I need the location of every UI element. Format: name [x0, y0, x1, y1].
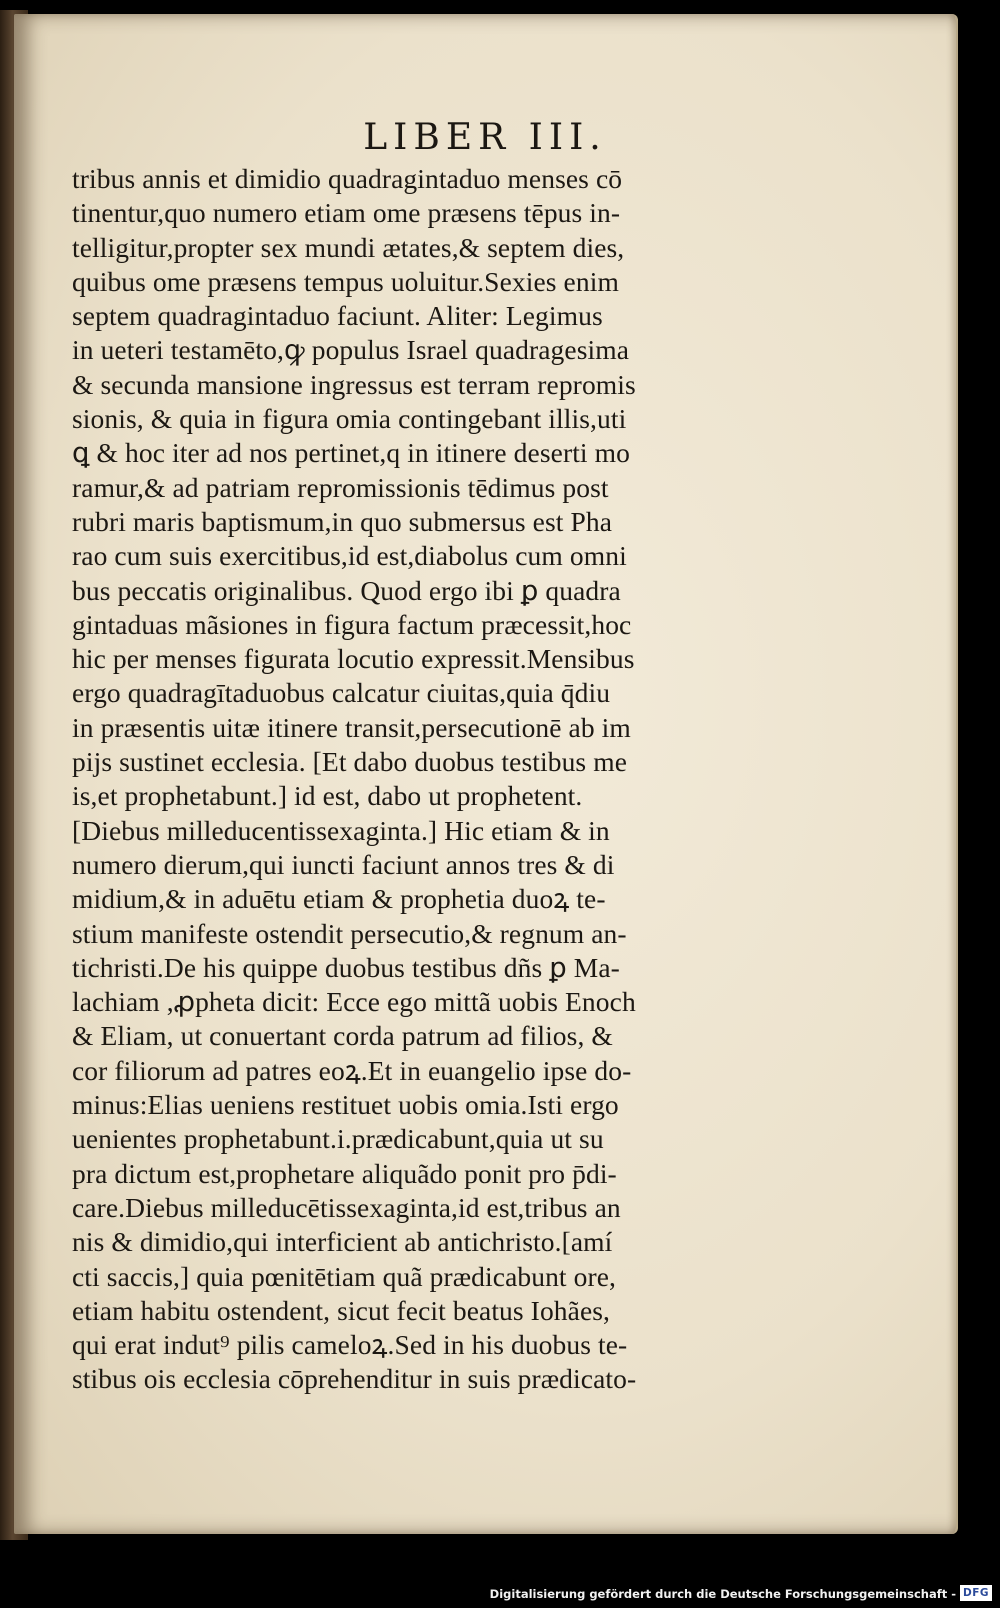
dfg-logo: DFG — [960, 1585, 992, 1601]
text-line: pra dictum est,prophetare aliquãdo ponit pro p̄di- — [72, 1157, 617, 1189]
text-line: septem quadragintaduo faciunt. Aliter: Legimus — [72, 300, 603, 332]
text-line: minus:Elias ueniens restituet uobis omia.Isti ergo — [72, 1089, 619, 1121]
text-line: midium,& in aduētu etiam & prophetia duoꝝ te- — [72, 883, 606, 915]
text-line: qui erat indut⁹ pilis cameloꝝ.Sed in his duobus te- — [72, 1329, 628, 1361]
text-line: tinentur,quo numero etiam ome præsens tēpus in- — [72, 197, 621, 229]
book-page — [14, 14, 958, 1534]
text-line: ꝗ & hoc iter ad nos pertinet,q in itinere deserti mo — [72, 437, 630, 469]
text-line: sionis, & quia in figura omia contingebant illis,uti — [72, 403, 627, 435]
text-line: [Diebus milleducentissexaginta.] Hic etiam & in — [72, 814, 610, 846]
text-line: telligitur,propter sex mundi ætates,& septem dies, — [72, 231, 625, 263]
running-head: LIBER III. — [363, 117, 607, 158]
text-line: rao cum suis exercitibus,id est,diabolus cum omni — [72, 540, 627, 572]
text-line: in ueteri testamēto,ꝙ populus Israel quadragesima — [72, 334, 630, 366]
text-line: pijs sustinet ecclesia. [Et dabo duobus testibus me — [72, 746, 628, 778]
text-line: is,et prophetabunt.] id est, dabo ut prophetent. — [72, 780, 583, 812]
text-line: tichristi.De his quippe duobus testibus dñs ꝑ Ma- — [72, 951, 620, 983]
text-line: tribus annis et dimidio quadragintaduo menses cō — [72, 163, 623, 194]
text-line: care.Diebus milleducētissexaginta,id est,tribus an — [72, 1191, 621, 1223]
text-line: bus peccatis originalibus. Quod ergo ibi ꝑ quadra — [72, 574, 621, 606]
text-line: & secunda mansione ingressus est terram repromis — [72, 368, 636, 400]
text-line: rubri maris baptismum,in quo submersus est Pha — [72, 505, 613, 537]
text-line: in præsentis uitæ itinere transit,persecutionē ab im — [72, 711, 631, 743]
text-line: numero dierum,qui iuncti faciunt annos tres & di — [72, 848, 615, 880]
text-line: cor filiorum ad patres eoꝝ.Et in euangelio ipse do- — [72, 1054, 632, 1086]
text-line: stium manifeste ostendit persecutio,& regnum an- — [72, 917, 627, 949]
text-line: uenientes prophetabunt.i.prædicabunt,quia ut su — [72, 1123, 604, 1155]
text-line: gintaduas mãsiones in figura factum præcessit,hoc — [72, 608, 632, 640]
text-line: lachiam ,ꝓpheta dicit: Ecce ego mittã uobis Enoch — [72, 986, 636, 1018]
text-line: & Eliam, ut conuertant corda patrum ad filios, & — [72, 1020, 613, 1052]
text-block — [72, 162, 792, 1397]
text-line: etiam habitu ostendent, sicut fecit beatus Iohães, — [72, 1294, 611, 1326]
text-line: nis & dimidio,qui interficient ab antichristo.[amí — [72, 1226, 613, 1258]
text-line: ergo quadragītaduobus calcatur ciuitas,quia q̄diu — [72, 677, 611, 709]
text-line: stibus ois ecclesia cōprehenditur in suis prædicato- — [72, 1363, 637, 1395]
text-line: quibus ome præsens tempus uoluitur.Sexies enim — [72, 265, 619, 297]
digitization-credit: Digitalisierung gefördert durch die Deutsche Forschungsgemeinschaft - — [489, 1587, 956, 1601]
text-line: cti saccis,] quia pœnitētiam quã prædicabunt ore, — [72, 1260, 617, 1292]
text-line: hic per menses figurata locutio expressit.Mensibus — [72, 643, 635, 675]
text-line: ramur,& ad patriam repromissionis tēdimus post — [72, 471, 609, 503]
